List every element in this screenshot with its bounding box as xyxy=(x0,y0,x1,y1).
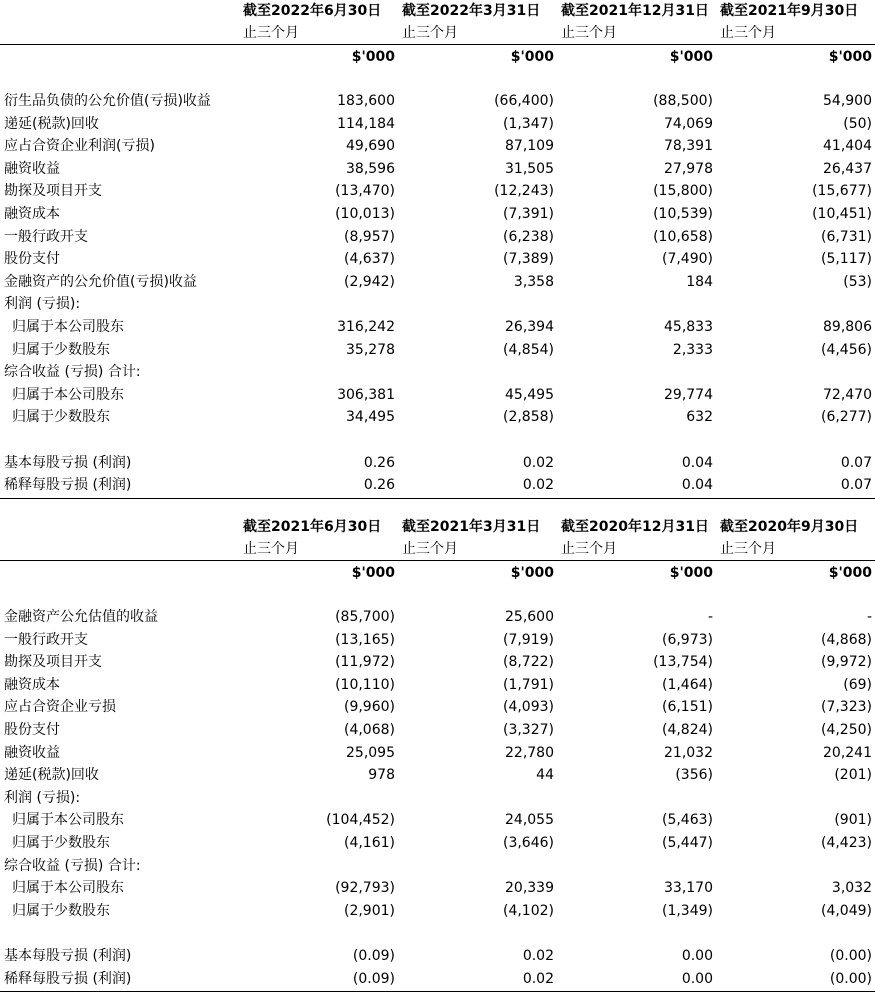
quarterly-table-2021 xyxy=(0,516,875,991)
row-label: 综合收益 (亏损) 合计: xyxy=(4,364,141,381)
cell-value: (11,972) xyxy=(335,654,395,671)
row-label: 稀释每股亏损 (利润) xyxy=(4,970,132,987)
cell-value: (104,452) xyxy=(326,812,395,829)
column-header-period: 截至2020年9月30日 xyxy=(720,519,859,535)
cell-value: 26,394 xyxy=(505,319,554,335)
cell-value: (201) xyxy=(834,767,872,784)
cell-value: 78,391 xyxy=(664,138,713,155)
table-row xyxy=(0,832,875,854)
cell-value: (8,957) xyxy=(343,228,395,245)
cell-value: 45,495 xyxy=(505,386,554,403)
cell-value: 89,806 xyxy=(823,319,872,335)
cell-value: (4,102) xyxy=(502,902,554,919)
row-label: 归属于少数股东 xyxy=(12,409,110,426)
cell-value: 20,339 xyxy=(505,880,554,897)
row-label: 归属于本公司股东 xyxy=(12,812,124,829)
table-row xyxy=(0,719,875,741)
column-header-duration: 止三个月 xyxy=(561,25,617,41)
row-label: 一般行政开支 xyxy=(4,631,88,648)
cell-value: (85,700) xyxy=(335,609,395,625)
cell-value: 45,833 xyxy=(664,319,713,335)
cell-value: (4,250) xyxy=(820,722,872,738)
cell-value: (50) xyxy=(843,115,872,132)
cell-value: (2,901) xyxy=(343,902,395,919)
cell-value: 2,333 xyxy=(672,341,713,358)
column-header-duration: 止三个月 xyxy=(402,25,458,41)
row-label: 归属于本公司股东 xyxy=(12,319,124,335)
cell-value: (4,049) xyxy=(820,902,872,919)
cell-value: 306,381 xyxy=(337,386,395,403)
column-header-period: 截至2022年3月31日 xyxy=(402,3,541,19)
column-header-duration: 止三个月 xyxy=(720,541,776,557)
row-label: 归属于少数股东 xyxy=(12,341,110,358)
column-header-duration: 止三个月 xyxy=(243,25,299,41)
unit-label: $'000 xyxy=(828,49,872,65)
table-row xyxy=(0,316,875,338)
cell-value: 49,690 xyxy=(346,138,395,155)
row-label: 利润 (亏损): xyxy=(4,296,81,313)
row-label: 利润 (亏损): xyxy=(4,789,81,806)
header-divider xyxy=(0,44,875,45)
table-row xyxy=(0,629,875,651)
table-row xyxy=(0,406,875,428)
cell-value: 29,774 xyxy=(664,386,713,403)
cell-value: (5,117) xyxy=(820,251,872,268)
cell-value: (8,722) xyxy=(502,654,554,671)
row-label: 融资成本 xyxy=(4,676,60,693)
table-row xyxy=(0,674,875,696)
table-row xyxy=(0,474,875,496)
column-header xyxy=(243,516,403,560)
unit-label: $'000 xyxy=(828,565,872,581)
column-header-period: 截至2021年12月31日 xyxy=(561,3,709,19)
row-label: 衍生品负债的公允价值(亏损)收益 xyxy=(4,93,211,109)
cell-value: (13,470) xyxy=(335,183,395,200)
cell-value: (7,389) xyxy=(502,251,554,268)
cell-value: (2,942) xyxy=(343,273,395,290)
cell-value: (10,110) xyxy=(335,676,395,693)
cell-value: 21,032 xyxy=(664,744,713,761)
cell-value: (15,677) xyxy=(812,183,872,200)
cell-value: (4,161) xyxy=(343,835,395,851)
cell-value: (13,754) xyxy=(653,654,713,671)
unit-label: $'000 xyxy=(510,565,554,581)
cell-value: 26,437 xyxy=(823,160,872,177)
row-label: 归属于本公司股东 xyxy=(12,880,124,897)
row-label: 基本每股亏损 (利润) xyxy=(4,948,132,964)
row-label: 归属于本公司股东 xyxy=(12,386,124,403)
unit-label: $'000 xyxy=(351,49,395,65)
cell-value: 74,069 xyxy=(664,115,713,132)
column-header-period: 截至2021年9月30日 xyxy=(720,3,859,19)
cell-value: (6,731) xyxy=(820,228,872,245)
unit-label: $'000 xyxy=(510,49,554,65)
cell-value: (92,793) xyxy=(335,880,395,897)
table-row xyxy=(0,651,875,673)
table-row xyxy=(0,203,875,225)
cell-value: 0.02 xyxy=(522,477,554,494)
cell-value: (7,919) xyxy=(502,631,554,648)
cell-value: (4,423) xyxy=(820,835,872,851)
row-label: 应占合资企业亏损 xyxy=(4,699,116,716)
table-row xyxy=(0,248,875,270)
unit-label: $'000 xyxy=(351,565,395,581)
cell-value: 632 xyxy=(686,409,713,426)
cell-value: (0.09) xyxy=(352,948,395,964)
cell-value: (15,800) xyxy=(653,183,713,200)
cell-value: 0.04 xyxy=(681,477,713,494)
cell-value: (1,347) xyxy=(502,115,554,132)
table-row xyxy=(0,764,875,786)
table-row xyxy=(0,742,875,764)
cell-value: (4,456) xyxy=(820,341,872,358)
cell-value: 24,055 xyxy=(505,812,554,829)
cell-value: 54,900 xyxy=(823,93,872,109)
cell-value: (10,013) xyxy=(335,206,395,222)
cell-value: 87,109 xyxy=(505,138,554,155)
cell-value: (3,646) xyxy=(502,835,554,851)
row-label: 稀释每股亏损 (利润) xyxy=(4,477,132,494)
row-label: 股份支付 xyxy=(4,251,60,268)
cell-value: - xyxy=(707,609,713,625)
table-row xyxy=(0,113,875,135)
cell-value: 0.00 xyxy=(681,970,713,987)
row-label: 综合收益 (亏损) 合计: xyxy=(4,857,141,874)
cell-value: (1,464) xyxy=(661,676,713,693)
cell-value: (901) xyxy=(834,812,872,829)
cell-value: (4,093) xyxy=(502,699,554,716)
row-label: 基本每股亏损 (利润) xyxy=(4,454,132,471)
cell-value: 0.02 xyxy=(522,948,554,964)
cell-value: 0.00 xyxy=(681,948,713,964)
cell-value: (1,791) xyxy=(502,676,554,693)
cell-value: 44 xyxy=(536,767,554,784)
cell-value: (6,151) xyxy=(661,699,713,716)
column-header-duration: 止三个月 xyxy=(402,541,458,557)
cell-value: 41,404 xyxy=(823,138,872,155)
spacer-row xyxy=(0,922,875,944)
cell-value: 0.26 xyxy=(363,454,395,471)
table-row xyxy=(0,877,875,899)
column-header xyxy=(402,0,562,44)
row-label: 金融资产的公允价值(亏损)收益 xyxy=(4,273,197,290)
unit-label: $'000 xyxy=(669,49,713,65)
cell-value: (0.00) xyxy=(829,970,872,987)
cell-value: (4,637) xyxy=(343,251,395,268)
cell-value: 0.26 xyxy=(363,477,395,494)
row-label: 股份支付 xyxy=(4,722,60,738)
column-header-period: 截至2021年3月31日 xyxy=(402,519,541,535)
table-row xyxy=(0,135,875,157)
cell-value: - xyxy=(866,609,872,625)
unit-label: $'000 xyxy=(669,565,713,581)
row-label: 勘探及项目开支 xyxy=(4,183,102,200)
column-header-period: 截至2020年12月31日 xyxy=(561,519,709,535)
cell-value: 33,170 xyxy=(664,880,713,897)
cell-value: (1,349) xyxy=(661,902,713,919)
table-row xyxy=(0,696,875,718)
table-row xyxy=(0,945,875,967)
cell-value: (0.00) xyxy=(829,948,872,964)
cell-value: (88,500) xyxy=(653,93,713,109)
table-row xyxy=(0,809,875,831)
cell-value: (4,868) xyxy=(820,631,872,648)
cell-value: (10,539) xyxy=(653,206,713,222)
cell-value: (6,238) xyxy=(502,228,554,245)
column-header xyxy=(720,516,875,560)
column-header xyxy=(561,516,721,560)
cell-value: 22,780 xyxy=(505,744,554,761)
row-label: 融资收益 xyxy=(4,744,60,761)
table-row xyxy=(0,606,875,628)
spacer-row xyxy=(0,429,875,451)
table-row xyxy=(0,158,875,180)
cell-value: (0.09) xyxy=(352,970,395,987)
cell-value: (4,824) xyxy=(661,722,713,738)
table-row xyxy=(0,271,875,293)
cell-value: 183,600 xyxy=(337,93,395,109)
cell-value: (3,327) xyxy=(502,722,554,738)
cell-value: (53) xyxy=(843,273,872,290)
cell-value: (10,451) xyxy=(812,206,872,222)
table-row xyxy=(0,968,875,990)
table-row xyxy=(0,339,875,361)
table-row xyxy=(0,384,875,406)
row-label: 融资收益 xyxy=(4,160,60,177)
row-label: 递延(税款)回收 xyxy=(4,767,99,784)
cell-value: (4,068) xyxy=(343,722,395,738)
row-label: 归属于少数股东 xyxy=(12,835,110,851)
cell-value: 0.02 xyxy=(522,970,554,987)
cell-value: 316,242 xyxy=(337,319,395,335)
column-header xyxy=(561,0,721,44)
column-header-period: 截至2022年6月30日 xyxy=(243,3,382,19)
cell-value: (2,858) xyxy=(502,409,554,426)
cell-value: 25,095 xyxy=(346,744,395,761)
header-divider xyxy=(0,560,875,561)
table-row xyxy=(0,855,875,877)
cell-value: 31,505 xyxy=(505,160,554,177)
cell-value: (7,323) xyxy=(820,699,872,716)
cell-value: (69) xyxy=(843,676,872,693)
cell-value: (6,277) xyxy=(820,409,872,426)
cell-value: 25,600 xyxy=(505,609,554,625)
row-label: 归属于少数股东 xyxy=(12,902,110,919)
cell-value: 27,978 xyxy=(664,160,713,177)
cell-value: 34,495 xyxy=(346,409,395,426)
cell-value: 184 xyxy=(686,273,713,290)
column-header xyxy=(402,516,562,560)
column-header-duration: 止三个月 xyxy=(720,25,776,41)
cell-value: 3,032 xyxy=(831,880,872,897)
cell-value: (10,658) xyxy=(653,228,713,245)
cell-value: (6,973) xyxy=(661,631,713,648)
row-label: 递延(税款)回收 xyxy=(4,115,99,132)
table-bottom-divider xyxy=(0,498,875,499)
row-label: 应占合资企业利润(亏损) xyxy=(4,138,155,155)
cell-value: 38,596 xyxy=(346,160,395,177)
table-row xyxy=(0,787,875,809)
column-header xyxy=(720,0,875,44)
cell-value: (7,391) xyxy=(502,206,554,222)
table-row xyxy=(0,180,875,202)
cell-value: 35,278 xyxy=(346,341,395,358)
cell-value: 20,241 xyxy=(823,744,872,761)
cell-value: (5,463) xyxy=(661,812,713,829)
cell-value: (9,972) xyxy=(820,654,872,671)
cell-value: (356) xyxy=(675,767,713,784)
table-row xyxy=(0,90,875,112)
cell-value: (7,490) xyxy=(661,251,713,268)
cell-value: 0.02 xyxy=(522,454,554,471)
row-label: 勘探及项目开支 xyxy=(4,654,102,671)
table-row xyxy=(0,900,875,922)
cell-value: 0.07 xyxy=(840,454,872,471)
column-header xyxy=(243,0,403,44)
cell-value: 0.07 xyxy=(840,477,872,494)
cell-value: 72,470 xyxy=(823,386,872,403)
row-label: 一般行政开支 xyxy=(4,228,88,245)
cell-value: (4,854) xyxy=(502,341,554,358)
column-header-period: 截至2021年6月30日 xyxy=(243,519,382,535)
cell-value: (9,960) xyxy=(343,699,395,716)
column-header-duration: 止三个月 xyxy=(561,541,617,557)
cell-value: (13,165) xyxy=(335,631,395,648)
cell-value: 3,358 xyxy=(513,273,554,290)
cell-value: 978 xyxy=(368,767,395,784)
table-row xyxy=(0,226,875,248)
table-row xyxy=(0,361,875,383)
cell-value: 0.04 xyxy=(681,454,713,471)
cell-value: (12,243) xyxy=(494,183,554,200)
row-label: 融资成本 xyxy=(4,206,60,222)
cell-value: (5,447) xyxy=(661,835,713,851)
cell-value: (66,400) xyxy=(494,93,554,109)
column-header-duration: 止三个月 xyxy=(243,541,299,557)
row-label: 金融资产公允估值的收益 xyxy=(4,609,158,625)
table-row xyxy=(0,293,875,315)
table-row xyxy=(0,452,875,474)
cell-value: 114,184 xyxy=(337,115,395,132)
